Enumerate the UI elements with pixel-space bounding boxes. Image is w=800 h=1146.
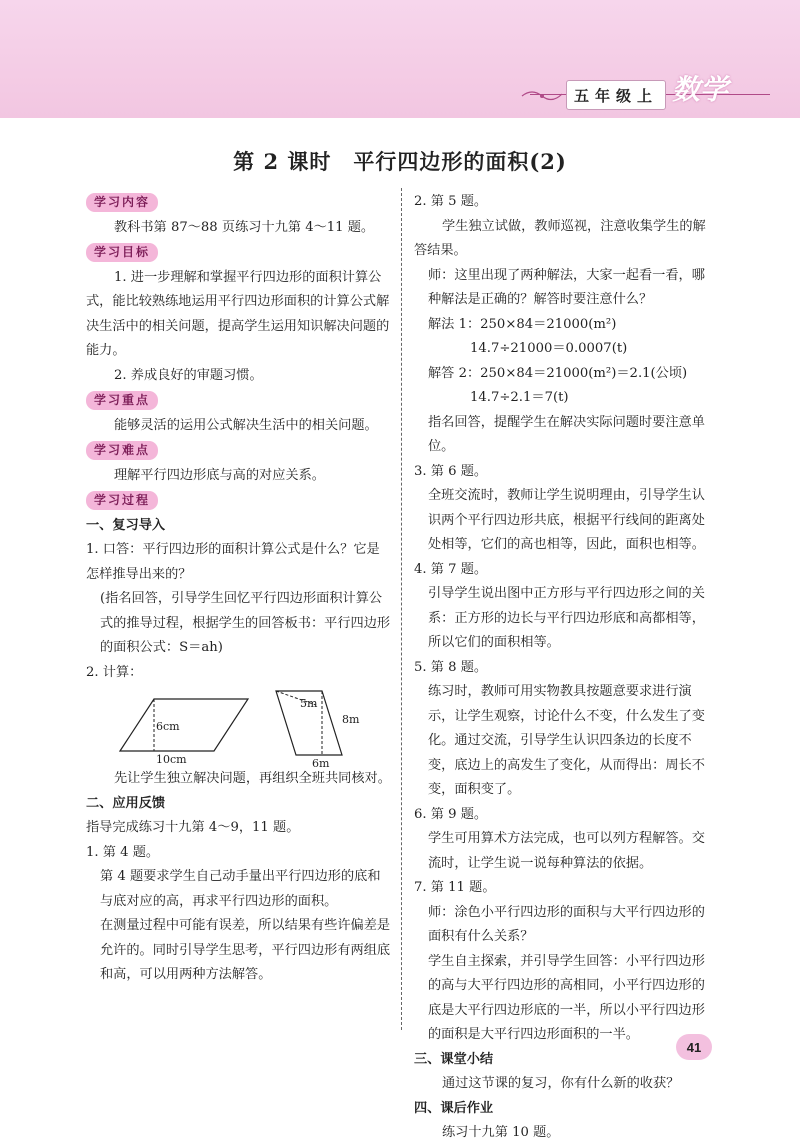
fig2-top-label: 5m [300,697,318,710]
solution-1b: 14.7÷21000＝0.0007(t) [470,341,628,356]
exercise-11-text-2: 学生自主探索，并引导学生回答：小平行四边形的高与大平行四边形的高相同，小平行四边形的底是大平行四边形底的一半，所以小平行四边形的面积是大平行四边形面积的一半。 [428,953,705,1042]
page-number: 41 [676,1034,712,1060]
part-2-text: 指导完成练习十九第 4～9，11 题。 [86,820,300,835]
lesson-title: 第 2 课时 平行四边形的面积(2) [233,149,567,174]
exercise-4-text-1: 第 4 题要求学生自己动手量出平行四边形的底和与底对应的高，再求平行四边形的面积。 [100,869,381,909]
key-text: 能够灵活的运用公式解决生活中的相关问题。 [114,417,378,433]
content-text: 教科书第 87～88 页练习十九第 4～11 题。 [114,219,375,235]
part-3-text: 通过这节课的复习，你有什么新的收获？ [442,1076,680,1091]
part-2-heading: 二、应用反馈 [86,795,166,811]
part-4-heading: 四、课后作业 [414,1100,494,1116]
section-tag-key: 学习重点 [86,391,158,410]
grade-badge: 五年级上 [566,80,666,110]
section-tag-process: 学习过程 [86,491,158,510]
exercise-6: 3. 第 6 题。 [414,463,488,479]
exercise-5-text-3: 指名回答，提醒学生在解决实际问题时要注意单位。 [428,414,705,454]
difficult-text: 理解平行四边形底与高的对应关系。 [114,467,325,483]
section-tag-difficult: 学习难点 [86,441,158,460]
figure-parallelograms [86,685,391,767]
exercise-7: 4. 第 7 题。 [414,561,488,577]
subject-brand: 数学 [672,73,729,106]
exercise-4: 1. 第 4 题。 [86,844,160,860]
goal-1: 1. 进一步理解和掌握平行四边形的面积计算公式，能比较熟练地运用平行四边形面积的计算公式解决生活中的相关问题，提高学生运用知识解决问题的能力。 [86,269,390,358]
exercise-5-text-1: 学生独立试做，教师巡视，注意收集学生的解答结果。 [414,218,706,258]
solution-1a: 解法 1：250×84＝21000(m²) [428,316,617,332]
exercise-5-text-2: 师：这里出现了两种解法，大家一起看一看，哪种解法是正确的？解答时要注意什么？ [428,267,705,307]
exercise-11-text-1: 师：涂色小平行四边形的面积与大平行四边形的面积有什么关系？ [428,904,705,944]
part-4-text: 练习十九第 10 题。 [442,1125,560,1140]
section-tag-goals: 学习目标 [86,243,158,262]
exercise-5: 2. 第 5 题。 [414,194,488,209]
exercise-6-text: 全班交流时，教师让学生说明理由，引导学生认识两个平行四边形共底，根据平行线间的距离处处相等，它们的高也相等，因此，面积也相等。 [428,488,705,552]
solution-2a: 解答 2：250×84＝21000(m²)＝2.1(公顷) [428,365,688,381]
question-2-note: 先让学生独立解决问题，再组织全班共同核对。 [114,771,391,786]
solution-2b: 14.7÷2.1＝7(t) [470,390,569,405]
fig2-height-label: 8m [342,713,360,726]
exercise-4-text-2: 在测量过程中可能有误差，所以结果有些许偏差是允许的。同时引导学生思考，平行四边形有两组底和高，可以用两种方法解答。 [100,918,391,982]
left-column [86,190,391,988]
exercise-9-text: 学生可用算术方法完成，也可以列方程解答。交流时，让学生说一说每种算法的依据。 [428,831,705,871]
part-1-heading: 一、复习导入 [86,517,166,533]
exercise-9: 6. 第 9 题。 [414,806,488,822]
right-column [414,190,716,1146]
question-1: 1. 口答：平行四边形的面积计算公式是什么？它是怎样推导出来的？ [86,542,380,582]
section-tag-content: 学习内容 [86,193,158,212]
question-2: 2. 计算： [86,664,143,680]
fig1-base-label: 10cm [156,753,187,766]
exercise-11: 7. 第 11 题。 [414,880,496,895]
fig1-height-label: 6cm [156,720,180,733]
goal-2: 2. 养成良好的审题习惯。 [114,367,263,383]
column-divider [401,188,402,1030]
part-3-heading: 三、课堂小结 [414,1051,494,1067]
exercise-8: 5. 第 8 题。 [414,659,488,675]
exercise-8-text: 练习时，教师可用实物教具按题意要求进行演示，让学生观察，讨论什么不变，什么发生了变化。通过交流，引导学生认识四条边的长度不变，底边上的高发生了变化，从而得出：周长不变，面积变了。 [428,684,705,797]
parallelogram-diagrams [116,685,366,767]
fig2-base-label: 6m [312,757,330,767]
exercise-7-text: 引导学生说出图中正方形与平行四边形之间的关系：正方形的边长与平行四边形底和高都相等，所以它们的面积相等。 [428,586,705,650]
question-1-note: (指名回答，引导学生回忆平行四边形面积计算公式的推导过程，根据学生的回答板书：平行四边形的面积公式：S＝ah) [100,591,391,655]
